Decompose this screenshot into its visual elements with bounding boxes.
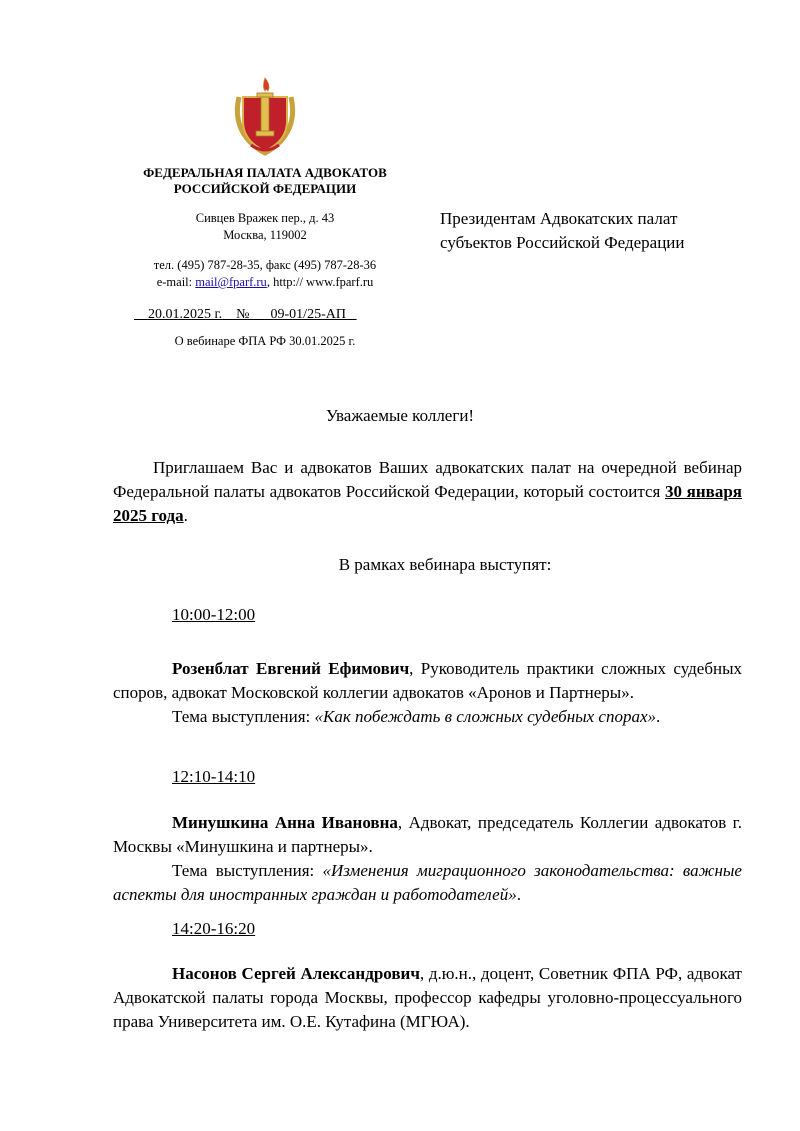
speaker-topic [113, 705, 742, 729]
session-time: 12:10-14:10 [172, 767, 256, 786]
session-speaker [113, 657, 742, 729]
speaker-name: Минушкина Анна Ивановна [172, 813, 398, 832]
fpa-emblem-logo [231, 75, 299, 157]
registration-number-line: 20.01.2025 г. № 09-01/25-АП _ [134, 307, 357, 322]
topic-title: «Как побеждать в сложных судебных спорах» [314, 707, 657, 726]
speaker-paragraph [113, 811, 742, 859]
email-link[interactable]: mail@fparf.ru [195, 275, 267, 289]
email-web-line [115, 274, 415, 291]
speaker-topic [113, 859, 742, 907]
addressee-block [440, 207, 760, 255]
address-line2: Москва, 119002 [223, 228, 307, 242]
topic-title: «Изменения миграционного законодательства: важные аспекты для иностранных граждан и работодателей» [113, 861, 742, 904]
topic-end: . [516, 885, 521, 904]
speakers-intro: В рамках вебинара выступят: [338, 555, 552, 574]
speaker-description: , д.ю.н., доцент, Советник ФПА РФ, адвокат Адвокатской палаты города Москвы, профессор кафедры уголовно-процессуального права Университета им. О.Е. Кутафина (МГЮА). [113, 964, 742, 1031]
intro-text: Приглашаем Вас и адвокатов Ваших адвокатских палат на очередной вебинар Федеральной палаты адвокатов Российской Федерации, который состоится [113, 458, 742, 501]
topic-label: Тема выступления: [172, 861, 323, 880]
session-time: 10:00-12:00 [172, 605, 256, 624]
letter-subject: О вебинаре ФПА РФ 30.01.2025 г. [174, 334, 356, 348]
organization-name [115, 165, 415, 197]
phone-line: тел. (495) 787-28-35, факс (495) 787-28-36 [153, 258, 377, 272]
session-time: 14:20-16:20 [172, 919, 256, 938]
speaker-name: Розенблат Евгений Ефимович [172, 659, 410, 678]
addressee-line2: субъектов Российской Федерации [440, 233, 685, 252]
speaker-paragraph [113, 657, 742, 705]
organization-name-line2: РОССИЙСКОЙ ФЕДЕРАЦИИ [173, 181, 357, 196]
intro-end: . [183, 506, 188, 525]
speaker-name: Насонов Сергей Александрович [172, 964, 420, 983]
organization-name-line1: ФЕДЕРАЛЬНАЯ ПАЛАТА АДВОКАТОВ [143, 165, 387, 180]
topic-end: . [656, 707, 661, 726]
web-address: , http:// www.fparf.ru [266, 275, 374, 289]
addressee-line1: Президентам Адвокатских палат [440, 209, 678, 228]
speaker-description: , Адвокат, председатель Коллегии адвокатов г. Москвы «Минушкина и партнеры». [113, 813, 742, 856]
intro-paragraph [113, 456, 742, 528]
address-line1: Сивцев Вражек пер., д. 43 [195, 211, 335, 225]
session-speaker [113, 811, 742, 907]
session-speaker [113, 962, 742, 1034]
organization-contacts [115, 257, 415, 291]
email-prefix: e-mail: [156, 275, 196, 289]
speaker-paragraph [113, 962, 742, 1034]
organization-address [115, 210, 415, 244]
webinar-date: 30 января 2025 года [113, 482, 742, 525]
speaker-description: , Руководитель практики сложных судебных споров, адвокат Московской коллегии адвокатов «Аронов и Партнеры». [113, 659, 742, 702]
topic-label: Тема выступления: [172, 707, 315, 726]
greeting: Уважаемые коллеги! [325, 406, 475, 425]
